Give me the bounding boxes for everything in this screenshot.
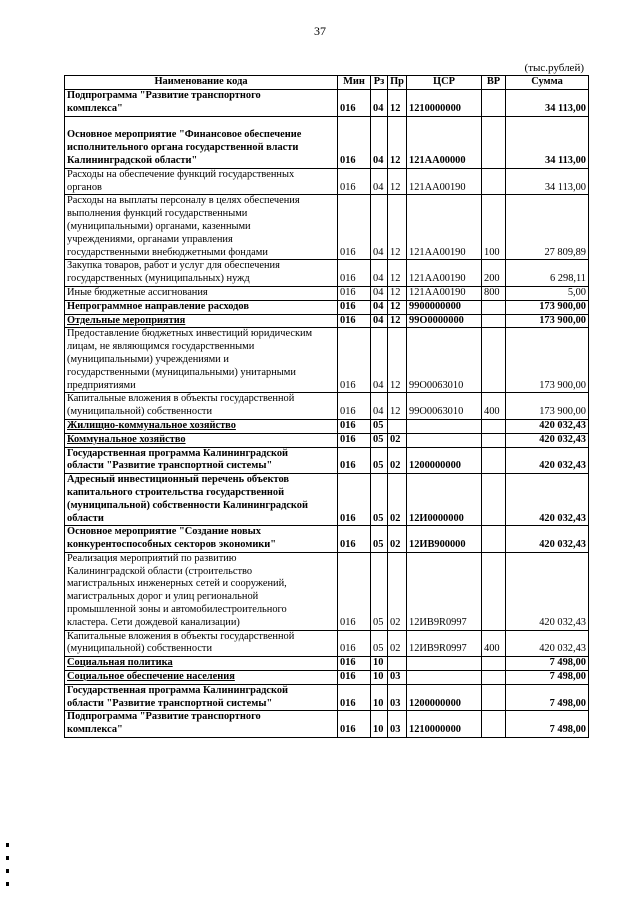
cell-csr: 121АА00190: [407, 286, 482, 300]
cell-pr: [388, 657, 407, 671]
table-row: [65, 630, 589, 657]
cell-name-line: лицам, не являющимся государственными: [67, 341, 255, 353]
cell-name-line: Непрограммное направление расходов: [67, 300, 249, 312]
cell-min: 016: [338, 286, 371, 300]
cell-vr: [482, 328, 506, 393]
cell-name-line: предприятиями: [67, 379, 136, 391]
cell-name-line: Отдельные мероприятия: [67, 314, 186, 326]
cell-min: 016: [338, 526, 371, 553]
cell-name: [65, 116, 338, 168]
table-row: [65, 657, 589, 671]
cell-name-line: капитального строительства государственной: [67, 486, 285, 498]
cell-name: [65, 630, 338, 657]
cell-rz: 05: [371, 552, 388, 630]
cell-sum: 6 298,11: [506, 260, 589, 287]
cell-sum: 420 032,43: [506, 433, 589, 447]
cell-vr: [482, 711, 506, 738]
cell-pr: 12: [388, 116, 407, 168]
col-header-name: Наименование кода: [65, 76, 338, 90]
cell-pr: 02: [388, 552, 407, 630]
cell-name-line: (муниципальной) собственности Калининградской: [67, 499, 308, 511]
cell-sum: 7 498,00: [506, 671, 589, 685]
cell-vr: [482, 116, 506, 168]
cell-csr: 12ИВ900000: [407, 526, 482, 553]
cell-name: [65, 671, 338, 685]
table-row: [65, 286, 589, 300]
col-header-vr: ВР: [482, 76, 506, 90]
cell-name: [65, 286, 338, 300]
cell-rz: 04: [371, 116, 388, 168]
cell-csr: 121АА00190: [407, 168, 482, 195]
cell-csr: 1200000000: [407, 684, 482, 711]
cell-pr: 12: [388, 260, 407, 287]
cell-name: [65, 552, 338, 630]
cell-name-line: Закупка товаров, работ и услуг для обеспечения: [67, 260, 280, 272]
cell-csr: 99О0063010: [407, 328, 482, 393]
cell-name: [65, 711, 338, 738]
cell-name: [65, 195, 338, 260]
cell-name-line: Предоставление бюджетных инвестиций юридическим: [67, 328, 313, 340]
cell-vr: [482, 168, 506, 195]
cell-min: 016: [338, 447, 371, 474]
cell-name: [65, 314, 338, 328]
cell-vr: [482, 433, 506, 447]
cell-pr: 02: [388, 433, 407, 447]
cell-sum: 5,00: [506, 286, 589, 300]
cell-min: 016: [338, 90, 371, 117]
cell-name-line: Государственная программа Калининградской: [67, 447, 289, 459]
cell-name-line: (муниципальной) собственности: [67, 643, 213, 655]
cell-name-line: конкурентоспособных секторов экономики": [67, 539, 277, 551]
cell-name-line: Основное мероприятие "Финансовое обеспечение: [67, 129, 302, 141]
cell-rz: 05: [371, 433, 388, 447]
cell-name: [65, 474, 338, 526]
cell-name-line: органов: [67, 181, 102, 193]
cell-min: 016: [338, 657, 371, 671]
cell-sum: 173 900,00: [506, 393, 589, 420]
cell-rz: 05: [371, 447, 388, 474]
cell-name-line: Государственная программа Калининградской: [67, 684, 289, 696]
cell-min: 016: [338, 168, 371, 195]
cell-min: 016: [338, 433, 371, 447]
cell-min: 016: [338, 328, 371, 393]
cell-name-line: Подпрограмма "Развитие транспортного: [67, 711, 261, 723]
cell-name-line: Основное мероприятие "Создание новых: [67, 526, 261, 538]
cell-pr: 02: [388, 526, 407, 553]
cell-name: [65, 260, 338, 287]
cell-min: 016: [338, 474, 371, 526]
cell-name-line: государственных (муниципальных) нужд: [67, 273, 250, 285]
cell-sum: 420 032,43: [506, 474, 589, 526]
cell-name-line: (муниципальной) собственности: [67, 406, 213, 418]
table-row: [65, 711, 589, 738]
cell-csr: 9900000000: [407, 300, 482, 314]
cell-rz: 04: [371, 286, 388, 300]
page-number: 37: [314, 24, 326, 38]
table-body: [65, 90, 589, 738]
cell-sum: 7 498,00: [506, 684, 589, 711]
cell-min: 016: [338, 314, 371, 328]
cell-sum: 7 498,00: [506, 657, 589, 671]
cell-vr: 100: [482, 195, 506, 260]
table-row: [65, 474, 589, 526]
scan-marks: [6, 843, 10, 895]
table-row: [65, 90, 589, 117]
cell-vr: 800: [482, 286, 506, 300]
cell-min: 016: [338, 116, 371, 168]
cell-name-line: Расходы на выплаты персоналу в целях обеспечения: [67, 195, 300, 207]
cell-vr: 400: [482, 630, 506, 657]
cell-name-line: Подпрограмма "Развитие транспортного: [67, 90, 261, 101]
cell-sum: 7 498,00: [506, 711, 589, 738]
cell-name: [65, 684, 338, 711]
cell-rz: 04: [371, 90, 388, 117]
cell-csr: 1210000000: [407, 90, 482, 117]
cell-name-line: Жилищно-коммунальное хозяйство: [67, 419, 236, 431]
cell-sum: 34 113,00: [506, 168, 589, 195]
cell-pr: 12: [388, 168, 407, 195]
cell-csr: 12ИВ9R0997: [407, 630, 482, 657]
table-row: [65, 260, 589, 287]
cell-name-line: магистральных инженерных сетей и сооружений,: [67, 578, 287, 590]
cell-rz: 10: [371, 711, 388, 738]
cell-csr: [407, 671, 482, 685]
cell-name-line: области "Развитие транспортной системы": [67, 460, 273, 472]
cell-pr: 12: [388, 393, 407, 420]
cell-name-line: комплекса": [67, 102, 123, 114]
cell-csr: 99О0000000: [407, 314, 482, 328]
cell-min: 016: [338, 195, 371, 260]
col-header-csr: ЦСР: [407, 76, 482, 90]
cell-name-line: исполнительного органа государственной власти: [67, 142, 299, 154]
cell-sum: 420 032,43: [506, 526, 589, 553]
cell-name-line: Калининградской области (строительство: [67, 565, 253, 577]
cell-sum: 173 900,00: [506, 314, 589, 328]
cell-csr: 12ИВ9R0997: [407, 552, 482, 630]
cell-pr: [388, 419, 407, 433]
cell-csr: 12И0000000: [407, 474, 482, 526]
cell-name-line: комплекса": [67, 724, 123, 736]
table-row: [65, 168, 589, 195]
cell-vr: [482, 474, 506, 526]
col-header-rz: Рз: [371, 76, 388, 90]
cell-name-line: Коммунальное хозяйство: [67, 433, 186, 445]
cell-name-line: Адресный инвестиционный перечень объектов: [67, 474, 290, 486]
cell-rz: 04: [371, 300, 388, 314]
cell-sum: 173 900,00: [506, 300, 589, 314]
table-row: [65, 526, 589, 553]
col-header-pr: Пр: [388, 76, 407, 90]
cell-csr: 1210000000: [407, 711, 482, 738]
cell-min: 016: [338, 300, 371, 314]
cell-min: 016: [338, 630, 371, 657]
cell-name-line: (муниципальными) органами, казенными: [67, 220, 251, 232]
cell-csr: 121АА00000: [407, 116, 482, 168]
cell-min: 016: [338, 260, 371, 287]
cell-sum: 34 113,00: [506, 116, 589, 168]
cell-name-line: кластера. Сети дождевой канализации): [67, 616, 240, 628]
unit-label: (тыс.рублей): [524, 62, 584, 74]
cell-name-line: Капитальные вложения в объекты государственной: [67, 393, 295, 405]
cell-min: 016: [338, 552, 371, 630]
cell-name-line: Реализация мероприятий по развитию: [67, 552, 237, 564]
cell-csr: 99О0063010: [407, 393, 482, 420]
cell-pr: 12: [388, 90, 407, 117]
cell-name: [65, 300, 338, 314]
cell-rz: 05: [371, 419, 388, 433]
cell-vr: [482, 526, 506, 553]
cell-sum: 420 032,43: [506, 419, 589, 433]
cell-pr: 12: [388, 286, 407, 300]
cell-name: [65, 328, 338, 393]
cell-name-line: Социальное обеспечение населения: [67, 671, 235, 683]
cell-vr: [482, 684, 506, 711]
cell-vr: [482, 314, 506, 328]
table-row: [65, 419, 589, 433]
cell-rz: 04: [371, 260, 388, 287]
cell-name: [65, 657, 338, 671]
table-header: [65, 76, 589, 90]
cell-vr: [482, 90, 506, 117]
cell-vr: [482, 419, 506, 433]
cell-sum: 34 113,00: [506, 90, 589, 117]
table-row: [65, 300, 589, 314]
cell-name: [65, 433, 338, 447]
cell-rz: 05: [371, 474, 388, 526]
table-row: [65, 433, 589, 447]
cell-pr: 03: [388, 671, 407, 685]
cell-rz: 10: [371, 684, 388, 711]
cell-name-line: Расходы на обеспечение функций государственных: [67, 168, 295, 180]
col-header-min: Мин: [338, 76, 371, 90]
cell-sum: 420 032,43: [506, 552, 589, 630]
cell-vr: [482, 447, 506, 474]
cell-name-line: магистральных дорог и улиц региональной: [67, 591, 259, 603]
cell-pr: 02: [388, 474, 407, 526]
cell-pr: 02: [388, 630, 407, 657]
cell-name-line: области "Развитие транспортной системы": [67, 697, 273, 709]
cell-name-line: (муниципальными) учреждениями и: [67, 353, 229, 365]
cell-min: 016: [338, 393, 371, 420]
cell-min: 016: [338, 684, 371, 711]
cell-min: 016: [338, 711, 371, 738]
cell-rz: 04: [371, 328, 388, 393]
cell-rz: 04: [371, 195, 388, 260]
cell-vr: [482, 552, 506, 630]
cell-rz: 05: [371, 630, 388, 657]
cell-name-line: [67, 117, 335, 130]
cell-csr: 1200000000: [407, 447, 482, 474]
col-header-sum: Сумма: [506, 76, 589, 90]
table-row: [65, 393, 589, 420]
cell-min: 016: [338, 671, 371, 685]
cell-pr: 03: [388, 684, 407, 711]
cell-csr: [407, 657, 482, 671]
cell-rz: 04: [371, 314, 388, 328]
cell-name-line: государственными внебюджетными фондами: [67, 246, 268, 258]
table-row: [65, 116, 589, 168]
cell-vr: 400: [482, 393, 506, 420]
cell-name-line: промышленной зоны и автомобилестроительного: [67, 604, 287, 616]
table-row: [65, 684, 589, 711]
cell-name-line: учреждениями, органами управления: [67, 233, 233, 245]
cell-min: 016: [338, 419, 371, 433]
table-row: [65, 314, 589, 328]
cell-csr: 121АА00190: [407, 260, 482, 287]
cell-rz: 04: [371, 168, 388, 195]
cell-name: [65, 90, 338, 117]
cell-name: [65, 419, 338, 433]
cell-rz: 10: [371, 671, 388, 685]
cell-pr: 12: [388, 195, 407, 260]
cell-sum: 420 032,43: [506, 447, 589, 474]
cell-name-line: выполнения функций государственными: [67, 208, 248, 220]
cell-rz: 04: [371, 393, 388, 420]
cell-rz: 05: [371, 526, 388, 553]
cell-name-line: области: [67, 512, 104, 524]
table-row: [65, 552, 589, 630]
table-row: [65, 671, 589, 685]
cell-sum: 27 809,89: [506, 195, 589, 260]
cell-pr: 12: [388, 314, 407, 328]
cell-name: [65, 393, 338, 420]
cell-rz: 10: [371, 657, 388, 671]
cell-name-line: Капитальные вложения в объекты государственной: [67, 630, 295, 642]
cell-name-line: Иные бюджетные ассигнования: [67, 286, 208, 298]
cell-name-line: государственными (муниципальными) унитарными: [67, 366, 296, 378]
cell-pr: 12: [388, 300, 407, 314]
cell-vr: 200: [482, 260, 506, 287]
cell-name: [65, 447, 338, 474]
cell-name: [65, 526, 338, 553]
table-row: [65, 447, 589, 474]
table-row: [65, 195, 589, 260]
cell-pr: 12: [388, 328, 407, 393]
cell-name-line: Социальная политика: [67, 657, 173, 669]
budget-table: [64, 75, 589, 738]
cell-pr: 03: [388, 711, 407, 738]
cell-sum: 173 900,00: [506, 328, 589, 393]
cell-sum: 420 032,43: [506, 630, 589, 657]
cell-csr: [407, 433, 482, 447]
cell-vr: [482, 300, 506, 314]
cell-name: [65, 168, 338, 195]
cell-pr: 02: [388, 447, 407, 474]
cell-name-line: Калининградской области": [67, 154, 198, 166]
cell-vr: [482, 671, 506, 685]
cell-vr: [482, 657, 506, 671]
table-row: [65, 328, 589, 393]
cell-csr: 121АА00190: [407, 195, 482, 260]
cell-csr: [407, 419, 482, 433]
